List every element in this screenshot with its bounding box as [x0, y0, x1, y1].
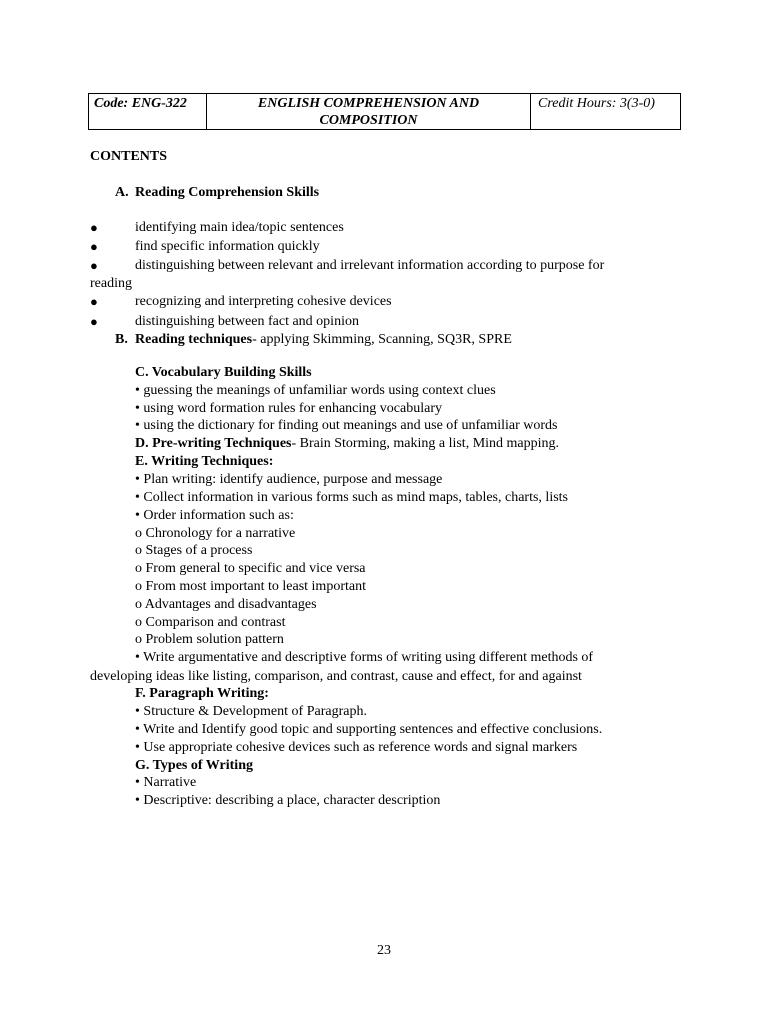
section-e-title: E. Writing Techniques: [135, 454, 274, 469]
section-d-title: D. Pre-writing Techniques [135, 436, 292, 451]
bullet-icon: ● [90, 220, 98, 235]
section-f-item: • Write and Identify good topic and supporting sentences and effective conclusions. [135, 722, 603, 737]
section-e-subitem: o From general to specific and vice versa [135, 561, 366, 576]
section-e-subitem: o Advantages and disadvantages [135, 597, 317, 612]
section-e-subitem: o Problem solution pattern [135, 632, 284, 647]
section-c-title: C. Vocabulary Building Skills [135, 365, 312, 380]
bullet-icon: ● [90, 294, 98, 309]
section-a-item: distinguishing between fact and opinion [135, 314, 359, 329]
section-g-item: • Descriptive: describing a place, character description [135, 793, 441, 808]
section-a-item: find specific information quickly [135, 239, 320, 254]
bullet-icon: ● [90, 239, 98, 254]
section-a-item: recognizing and interpreting cohesive devices [135, 294, 392, 309]
section-a-item: identifying main idea/topic sentences [135, 220, 344, 235]
section-f-item: • Use appropriate cohesive devices such as reference words and signal markers [135, 740, 578, 755]
credit-hours: Credit Hours: 3(3-0) [538, 96, 655, 111]
section-a-title: Reading Comprehension Skills [135, 185, 320, 200]
page-number: 23 [377, 943, 391, 958]
section-e-item: • Write argumentative and descriptive forms of writing using different methods of [135, 650, 594, 665]
section-c-item: • using the dictionary for finding out meanings and use of unfamiliar words [135, 418, 558, 433]
course-header-table [88, 93, 681, 130]
section-g-item: • Narrative [135, 775, 197, 790]
section-c-item: • guessing the meanings of unfamiliar words using context clues [135, 383, 496, 398]
bullet-icon: ● [90, 258, 98, 273]
section-b-text: - applying Skimming, Scanning, SQ3R, SPRE [252, 332, 512, 347]
section-a-item: distinguishing between relevant and irrelevant information according to purpose for [135, 258, 605, 273]
section-b-title: Reading techniques [135, 332, 253, 347]
section-e-subitem: o Chronology for a narrative [135, 526, 296, 541]
section-b-line [135, 331, 512, 348]
bullet-icon: ● [90, 314, 98, 329]
course-title: ENGLISH COMPREHENSION AND COMPOSITION [207, 94, 531, 129]
section-b-label: B. [115, 332, 128, 347]
section-f-item: • Structure & Development of Paragraph. [135, 704, 367, 719]
section-a-item-continuation: reading [90, 276, 132, 291]
section-e-subitem: o From most important to least important [135, 579, 366, 594]
section-d-text: - Brain Storming, making a list, Mind mapping. [291, 436, 560, 451]
section-e-subitem: o Stages of a process [135, 543, 253, 558]
section-d-line [135, 435, 559, 452]
section-e-item: • Collect information in various forms such as mind maps, tables, charts, lists [135, 490, 569, 505]
section-e-item: • Plan writing: identify audience, purpose and message [135, 472, 443, 487]
course-code: Code: ENG-322 [89, 94, 207, 129]
section-e-item: • Order information such as: [135, 508, 294, 523]
section-e-item-wrap: developing ideas like listing, comparison, and contrast, cause and effect, for and against [90, 669, 582, 684]
section-e-subitem: o Comparison and contrast [135, 615, 286, 630]
section-c-item: • using word formation rules for enhancing vocabulary [135, 401, 442, 416]
contents-heading: CONTENTS [90, 149, 168, 164]
section-f-title: F. Paragraph Writing: [135, 686, 269, 701]
section-g-title: G. Types of Writing [135, 758, 253, 773]
section-a-label: A. [115, 185, 129, 200]
